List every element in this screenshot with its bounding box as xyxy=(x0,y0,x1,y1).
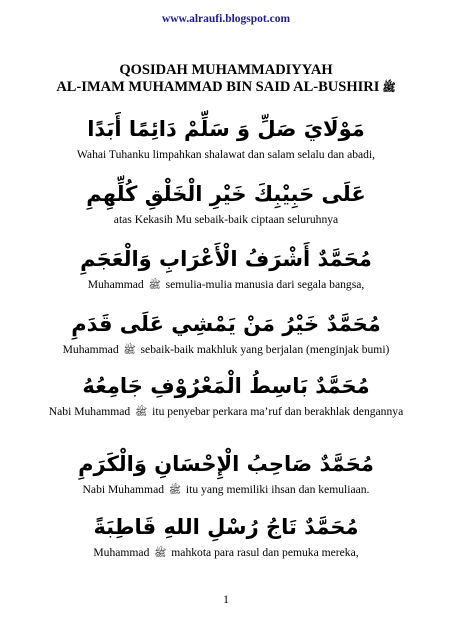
document-title xyxy=(0,62,452,97)
blog-url-link[interactable]: www.alraufi.blogspot.com xyxy=(161,13,291,25)
verse-translation xyxy=(0,342,452,358)
translation-predicate: sebaik-baik makhluk yang berjalan (menginjak bumi) xyxy=(140,343,390,356)
translation-predicate: itu yang memiliki ihsan dan kemuliaan. xyxy=(185,483,370,496)
verse-translation xyxy=(0,545,452,561)
translation-predicate: mahkota para rasul dan pemuka mereka, xyxy=(171,546,359,559)
title-line-1: QOSIDAH MUHAMMADIYYAH xyxy=(119,62,333,78)
translation-subject: Nabi Muhammad xyxy=(48,405,131,418)
verse-translation xyxy=(0,482,452,498)
arabic-verse-text: مُحَمَّدٌ أَشْرَفُ الْأَعْرَابِ وَالْعَجَمِ xyxy=(80,247,372,271)
page-number: 1 xyxy=(223,592,229,606)
verse-translation: Wahai Tuhanku limpahkan shalawat dan salam selalu dan abadi, xyxy=(76,148,376,161)
verse-translation: atas Kekasih Mu sebaik-baik ciptaan seluruhnya xyxy=(113,213,339,226)
arabic-verse-text: مُحَمَّدٌ بَاسِطُ الْمَعْرُوْفِ جَامِعُهُ xyxy=(82,374,370,398)
honorific-symbol: ﷺ xyxy=(135,407,148,418)
verse-2 xyxy=(0,180,452,227)
translation-subject: Muhammad xyxy=(87,278,144,291)
verse-4 xyxy=(0,310,452,358)
arabic-verse-text: مُحَمَّدٌ تَاجُ رُسْلِ اللهِ قَاطِبَةً xyxy=(93,515,359,539)
translation-predicate: semulia-mulia manusia dari segala bangsa, xyxy=(165,278,365,291)
verse-3 xyxy=(0,245,452,293)
title-line-2 xyxy=(0,79,452,97)
verse-translation xyxy=(0,404,452,420)
translation-predicate: itu penyebar perkara ma’ruf dan berakhlak dengannya xyxy=(152,405,404,418)
verse-translation xyxy=(0,277,452,293)
arabic-verse-text: عَلَى حَبِيْبِكَ خَيْرِ الْخَلْقِ كُلِّهِمِ xyxy=(86,182,366,206)
verse-5 xyxy=(0,372,452,420)
arabic-verse-text: مُحَمَّدٌ صَاحِبُ الْإِحْسَانِ وَالْكَرَمِ xyxy=(78,452,374,476)
honorific-symbol: ﷺ xyxy=(168,485,182,496)
verse-1 xyxy=(0,115,452,162)
arabic-verse-text: مَوْلَايَ صَلِّ وَ سَلِّمْ دَائِمًا أَبَدًا xyxy=(87,117,365,141)
translation-subject: Muhammad xyxy=(62,343,119,356)
honorific-symbol: ﷺ xyxy=(382,82,396,94)
translation-subject: Muhammad xyxy=(93,546,150,559)
translation-subject: Nabi Muhammad xyxy=(82,483,165,496)
arabic-verse-text: مُحَمَّدٌ خَيْرُ مَنْ يَمْشِي عَلَى قَدَمِ xyxy=(71,312,381,336)
verse-6 xyxy=(0,450,452,498)
title-line-2-text: AL-IMAM MUHAMMAD BIN SAID AL-BUSHIRI xyxy=(56,79,380,95)
honorific-symbol: ﷺ xyxy=(148,280,161,291)
honorific-symbol: ﷺ xyxy=(123,345,136,356)
verse-7 xyxy=(0,513,452,561)
honorific-symbol: ﷺ xyxy=(154,548,167,559)
